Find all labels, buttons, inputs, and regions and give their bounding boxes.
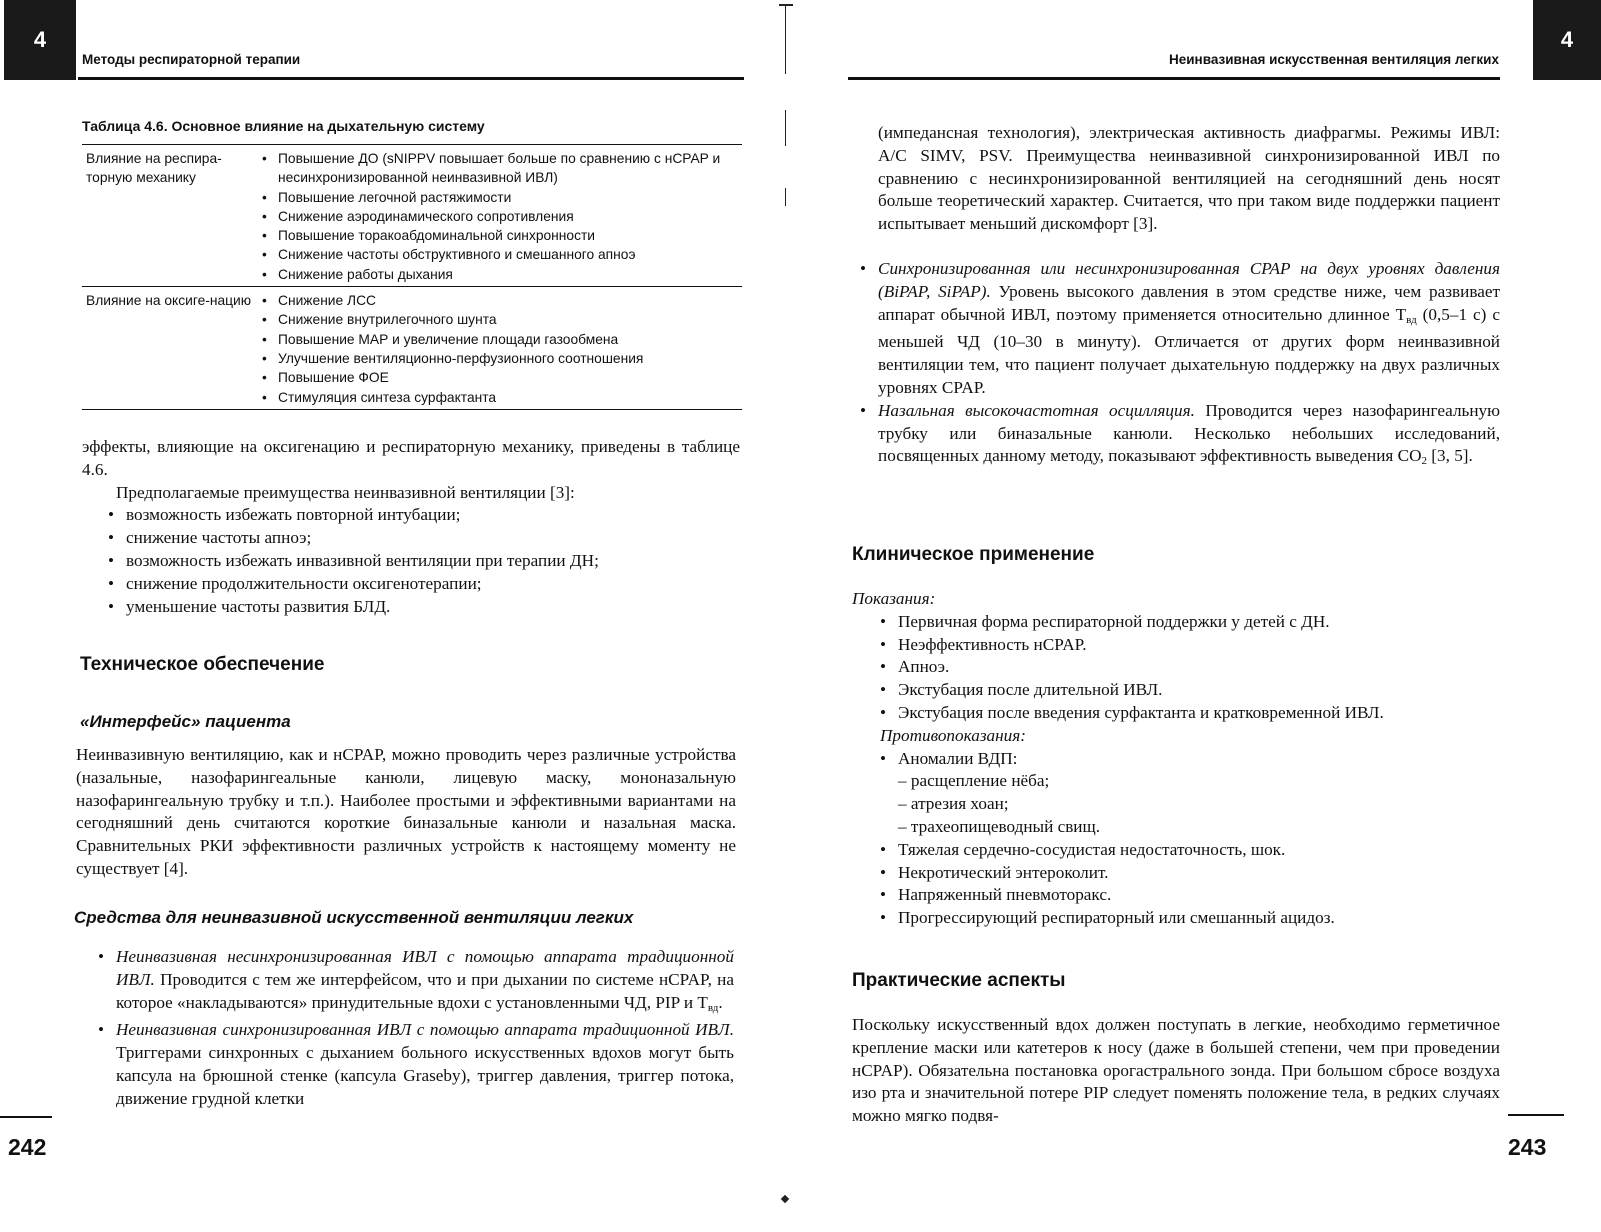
list-item: • Первичная форма респираторной поддержки у детей с ДН. bbox=[880, 611, 1330, 631]
gutter-mark bbox=[779, 4, 793, 6]
footer-rule-right bbox=[1508, 1114, 1564, 1116]
list-item-title: Неинвазивная несинхронизированная ИВЛ с помощью аппарата традиционной ИВЛ. bbox=[116, 947, 734, 989]
paragraph: Предполагаемые преимущества неинвазивной вентиляции [3]: bbox=[116, 482, 575, 502]
list-item: • Повышение ФОЕ bbox=[262, 370, 389, 386]
list-item: • Аномалии ВДП: bbox=[880, 748, 1018, 768]
sub-list-item: – трахеопищеводный свищ. bbox=[898, 816, 1101, 836]
list-item: • уменьшение частоты развития БЛД. bbox=[108, 596, 391, 616]
interface-paragraph bbox=[76, 744, 736, 881]
table-row-label: Влияние на оксиге-нацию bbox=[86, 293, 252, 309]
sub-list-item: – расщепление нёба; bbox=[898, 771, 1050, 791]
section-heading: Практические аспекты bbox=[852, 970, 1066, 991]
list-item-title: Назальная высокочастотная осцилляция. bbox=[878, 400, 1195, 420]
bipap-list bbox=[860, 258, 1500, 473]
list-item: • Повышение легочной растяжимости bbox=[262, 189, 512, 205]
chapter-tab-left bbox=[4, 0, 76, 80]
page-number-left: 242 bbox=[8, 1134, 47, 1160]
list-item: • Прогрессирующий респираторный или смешанный ацидоз. bbox=[880, 908, 1335, 928]
indications-label: Показания: bbox=[852, 589, 936, 608]
header-rule-right bbox=[848, 77, 1500, 80]
table-row bbox=[82, 145, 742, 287]
list-item: • возможность избежать повторной интубации; bbox=[108, 505, 461, 525]
header-rule-left bbox=[78, 77, 744, 80]
right-page bbox=[808, 0, 1601, 1232]
gutter-mark bbox=[785, 188, 786, 206]
list-item: • Назальная высокочастотная осцилляция. Проводится через назофарингеальную трубку или биназальные канюли. Несколько небольших исследований, посвященных данному методу, показывают эффективность выведения $CO_2$ [3, 5]. bbox=[860, 400, 1500, 468]
continued-paragraph bbox=[878, 122, 1500, 236]
contraindications-label: Противопоказания: bbox=[880, 725, 1026, 745]
means-list bbox=[98, 946, 734, 1111]
paragraph: Неинвазивную вентиляцию, как и нCPAP, можно проводить через различные устройства (назальные, назофарингеальные канюли, лицевую маску, мононазальную назофарингеальную трубку и т.п.). Наиболее простыми и эффективными вариантами на сегодняшний день считаются короткие биназальные канюли и назальная маска. Сравнительных РКИ эффективности различных устройств к настоящему моменту не существует [4]. bbox=[76, 745, 736, 878]
table-row-label: Влияние на респира-торную механику bbox=[86, 151, 222, 186]
sub-list-item: – атрезия хоан; bbox=[898, 794, 1009, 814]
list-item: • Снижение аэродинамического сопротивления bbox=[262, 208, 574, 224]
paragraph: (импедансная технология), электрическая активность диафрагмы. Режимы ИВЛ: A/C SIMV, PSV. Преимущества неинвазивной синхронизированной ИВЛ по сравнению с несинхронизированной вентиляцией на сегодняшний день носят больше теоретический характер. Считается, что при таком виде поддержки пациент испытывает меньший дискомфорт [3]. bbox=[878, 123, 1500, 234]
list-item: • Напряженный пневмоторакс. bbox=[880, 885, 1112, 905]
practical-paragraph bbox=[852, 1014, 1500, 1128]
running-head-right: Неинвазивная искусственная вентиляция легких bbox=[1168, 52, 1499, 67]
list-item: • Снижение ЛСС bbox=[262, 293, 377, 309]
chapter-number: 4 bbox=[1560, 27, 1574, 52]
list-item: • Снижение работы дыхания bbox=[262, 266, 453, 282]
list-item-title: Неинвазивная синхронизированная ИВЛ с помощью аппарата традиционной ИВЛ. bbox=[116, 1020, 734, 1040]
table-title: Таблица 4.6. Основное влияние на дыхательную систему bbox=[82, 118, 485, 134]
effects-paragraph-block bbox=[82, 436, 740, 618]
chapter-tab-right bbox=[1533, 0, 1601, 80]
list-item: • Улучшение вентиляционно-перфузионного соотношения bbox=[262, 350, 644, 366]
list-item: • Повышение торакоабдоминальной синхронности bbox=[262, 228, 595, 244]
section-heading: Техническое обеспечение bbox=[80, 654, 325, 675]
list-item: • Экстубация после длительной ИВЛ. bbox=[880, 680, 1163, 700]
list-item-title: Синхронизированная или несинхронизированная CPAP на двух уровнях давления (BiPAP, SiPAP). bbox=[878, 259, 1500, 301]
list-item: • снижение частоты апноэ; bbox=[108, 528, 312, 548]
subsection-heading: «Интерфейс» пациента bbox=[80, 712, 291, 731]
left-page bbox=[0, 0, 790, 1232]
running-head-left: Методы респираторной терапии bbox=[82, 52, 301, 67]
list-item: • возможность избежать инвазивной вентиляции при терапии ДН; bbox=[108, 550, 599, 570]
footer-rule-left bbox=[0, 1116, 52, 1118]
gutter-mark bbox=[785, 4, 786, 74]
chapter-number: 4 bbox=[33, 27, 47, 52]
effects-table bbox=[82, 144, 742, 410]
subsection-heading: Средства для неинвазивной искусственной вентиляции легких bbox=[74, 908, 634, 927]
table-row-items bbox=[262, 145, 742, 287]
list-item: • Некротический энтероколит. bbox=[880, 862, 1109, 882]
list-item: • снижение продолжительности оксигенотерапии; bbox=[108, 573, 482, 593]
advantages-list bbox=[82, 504, 740, 618]
clinical-block bbox=[852, 588, 1500, 930]
paragraph: эффекты, влияющие на оксигенацию и респираторную механику, приведены в таблице 4.6. bbox=[82, 437, 740, 479]
table-row bbox=[82, 287, 742, 410]
indications-list bbox=[852, 611, 1500, 930]
paragraph: Поскольку искусственный вдох должен поступать в легкие, необходимо герметичное крепление маски или катетеров к носу (даже в большей степени, чем при проведении нCPAP). Обязательна постановка орогастрального зонда. При большом сбросе воздуха изо рта и значительной потере PIP следует поменять положение тела, в редких случаях можно мягко подвя- bbox=[852, 1015, 1500, 1126]
page-number-right: 243 bbox=[1508, 1134, 1547, 1160]
list-item: • Стимуляция синтеза сурфактанта bbox=[262, 389, 497, 405]
list-item: • Экстубация после введения сурфактанта и кратковременной ИВЛ. bbox=[880, 702, 1384, 722]
gutter-mark bbox=[785, 110, 786, 146]
list-item: • Снижение внутрилегочного шунта bbox=[262, 312, 497, 328]
list-item: • Неинвазивная несинхронизированная ИВЛ с помощью аппарата традиционной ИВЛ. Проводится с тем же интерфейсом, что и при дыхании по системе нCPAP, на которое «накладываются» принудительные вдохи с установленными ЧД, PIP и $Т_{вд}$. bbox=[98, 947, 734, 1014]
list-item: • Апноэ. bbox=[880, 657, 950, 677]
list-item: • Повышение ДО (sNIPPV повышает больше по сравнению с нCPAP и несинхронизированной неинвазивной ИВЛ) bbox=[262, 151, 721, 186]
list-item: • Повышение МАР и увеличение площади газообмена bbox=[262, 331, 619, 347]
list-item: • Снижение частоты обструктивного и смешанного апноэ bbox=[262, 247, 636, 263]
list-item: • Синхронизированная или несинхронизированная CPAP на двух уровнях давления (BiPAP, SiPAP). Уровень высокого давления в этом средстве ниже, чем развивает аппарат обычной ИВЛ, поэтому применяется относительно длинное $Т_{вд}$ (0,5–1 с) с меньшей ЧД (10–30 в минуту). Отличается от других форм неинвазивной вентиляции тем, что пациент получает дыхательную поддержку на двух различных уровнях CPAP. bbox=[860, 259, 1501, 397]
list-item: • Тяжелая сердечно-сосудистая недостаточность, шок. bbox=[880, 839, 1286, 859]
section-heading: Клиническое применение bbox=[852, 544, 1095, 565]
list-item: • Неинвазивная синхронизированная ИВЛ с помощью аппарата традиционной ИВЛ. Триггерами синхронных с дыханием больного искусственных вдохов могут быть капсула на брюшной стенке (капсула Graseby), триггер давления, триггер потока, движение грудной клетки bbox=[98, 1020, 734, 1108]
table-row-items bbox=[262, 287, 742, 410]
list-item: • Неэффективность нCPAP. bbox=[880, 634, 1087, 654]
